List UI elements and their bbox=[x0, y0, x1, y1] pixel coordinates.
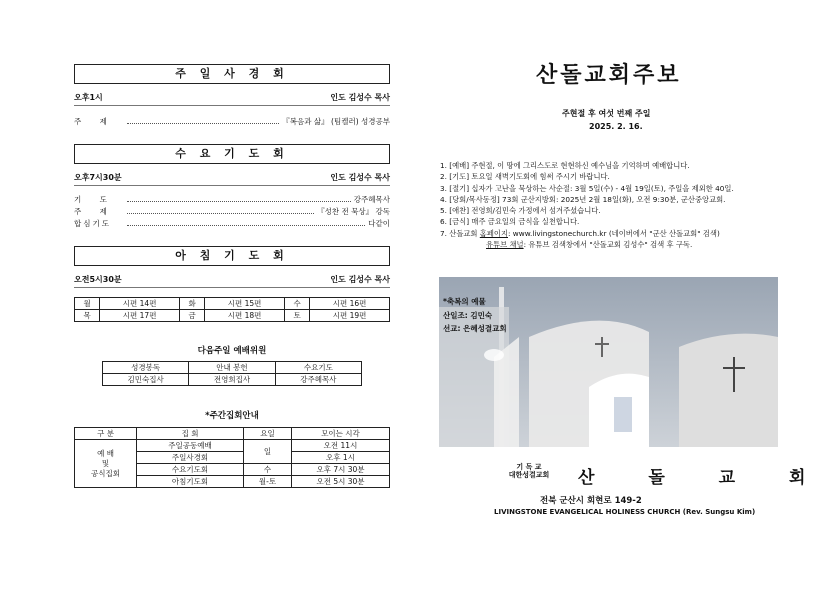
item-value: 강주혜목사 bbox=[353, 195, 390, 204]
wednesday-service-leader: 인도 김성수 목사 bbox=[330, 173, 390, 182]
subject-label: 주 제 bbox=[74, 117, 115, 126]
bulletin-week: 주현절 후 여섯 번째 주일 bbox=[562, 109, 651, 118]
next-week-title: 다음주일 예배위원 bbox=[197, 346, 267, 356]
header-cell: 집 회 bbox=[137, 428, 244, 440]
passage-cell: 시편 16편 bbox=[310, 298, 390, 310]
passage-cell: 시편 15편 bbox=[205, 298, 285, 310]
wednesday-item-row bbox=[74, 218, 390, 229]
sunday-service-title: 주 일 사 경 회 bbox=[74, 64, 390, 84]
sunday-service-header bbox=[74, 92, 390, 103]
divider bbox=[74, 105, 390, 106]
value-cell: 김민숙집사 bbox=[103, 374, 189, 386]
logo-line1: 기 독 교 bbox=[516, 463, 542, 471]
notice-item: 6. [금식] 매주 금요일의 금식을 실천합니다. bbox=[440, 217, 580, 227]
logo-line2: 대한성결교회 bbox=[508, 471, 550, 479]
header-cell: 안내 봉헌 bbox=[189, 362, 275, 374]
divider bbox=[74, 287, 390, 288]
meeting-time: 오전 5시 30분 bbox=[292, 476, 390, 488]
wednesday-service-time: 오후7시30분 bbox=[74, 173, 122, 182]
value-cell: 전영희집사 bbox=[189, 374, 275, 386]
church-name: 산 돌 교 회 bbox=[578, 468, 830, 488]
notice-item bbox=[440, 228, 785, 239]
dotted-leader bbox=[127, 220, 365, 226]
header-cell: 요일 bbox=[244, 428, 292, 440]
passage-cell: 시편 17편 bbox=[100, 310, 180, 322]
meeting-day: 월-토 bbox=[244, 476, 292, 488]
left-panel bbox=[74, 64, 390, 488]
passage-cell: 시편 14편 bbox=[100, 298, 180, 310]
day-cell: 금 bbox=[179, 310, 204, 322]
next-week-table bbox=[102, 361, 362, 386]
notice-item bbox=[440, 239, 785, 250]
notice7-prefix: 7. 산돌교회 bbox=[440, 228, 480, 238]
church-address: 전북 군산시 회현로 149-2 bbox=[540, 496, 642, 506]
wednesday-item-row bbox=[74, 194, 390, 205]
day-cell: 월 bbox=[75, 298, 100, 310]
church-building-image bbox=[439, 277, 778, 447]
header-cell: 성경봉독 bbox=[103, 362, 189, 374]
wednesday-item-row bbox=[74, 206, 390, 217]
table-row bbox=[103, 362, 362, 374]
sunday-subject-row bbox=[74, 116, 390, 127]
header-cell: 수요기도 bbox=[275, 362, 361, 374]
item-value: 『성찬 전 묵상』 강독 bbox=[317, 207, 390, 216]
header-cell: 구 분 bbox=[75, 428, 137, 440]
morning-prayer-header bbox=[74, 274, 390, 285]
meeting-time: 오후 1시 bbox=[292, 452, 390, 464]
meeting-name: 수요기도회 bbox=[137, 464, 244, 476]
subject-value: 『복음과 삶』 (팀켈러) 성경공부 bbox=[282, 117, 390, 126]
notice-item: 1. [예배] 주현절, 이 땅에 그리스도로 현현하신 예수님을 기억하며 예배합니다. bbox=[440, 161, 690, 170]
notice-item: 5. [애찬] 전영희/김민숙 가정에서 섬겨주셨습니다. bbox=[440, 206, 601, 216]
meeting-day: 일 bbox=[244, 440, 292, 464]
value-cell: 강주혜목사 bbox=[275, 374, 361, 386]
wednesday-service-header bbox=[74, 172, 390, 183]
passage-cell: 시편 19편 bbox=[310, 310, 390, 322]
meeting-time: 오전 11시 bbox=[292, 440, 390, 452]
table-row bbox=[75, 298, 390, 310]
meeting-day: 수 bbox=[244, 464, 292, 476]
day-cell: 화 bbox=[179, 298, 204, 310]
table-row bbox=[103, 374, 362, 386]
item-value: 다같이 bbox=[368, 219, 390, 228]
meeting-name: 주일공동예배 bbox=[137, 440, 244, 452]
table-row bbox=[75, 310, 390, 322]
meeting-time: 오후 7시 30분 bbox=[292, 464, 390, 476]
photo-caption-mission: 선교: 은혜성결교회 bbox=[443, 324, 507, 333]
table-row bbox=[75, 428, 390, 440]
denomination-logo bbox=[498, 463, 560, 479]
dotted-leader bbox=[127, 118, 279, 124]
photo-caption-birthday: 산일조: 김민숙 bbox=[443, 311, 493, 320]
table-row bbox=[75, 440, 390, 452]
day-cell: 토 bbox=[284, 310, 309, 322]
bulletin-date: 2025. 2. 16. bbox=[589, 122, 643, 131]
notices-list bbox=[440, 160, 785, 250]
youtube-text: : 유튜브 검색창에서 "산돌교회 김성수" 검색 후 구독. bbox=[523, 240, 693, 250]
sunday-service-time: 오후1시 bbox=[74, 93, 103, 102]
photo-caption-gift: *축복의 예물 bbox=[443, 297, 486, 306]
dotted-leader bbox=[127, 208, 314, 214]
notice-item: 4. [당회/목사동정] 73회 군산지방회: 2025년 2월 18일(화), 오전 9:30분, 군산중앙교회. bbox=[440, 194, 726, 204]
notice-item: 3. [절기] 십자가 고난을 묵상하는 사순절: 3월 5일(수) - 4월 19일(토), 주일을 제외한 40일. bbox=[440, 183, 734, 193]
morning-prayer-leader: 인도 김성수 목사 bbox=[330, 275, 390, 284]
weekly-meetings-title: *주간집회안내 bbox=[205, 411, 259, 421]
passage-cell: 시편 18편 bbox=[205, 310, 285, 322]
item-label: 주 제 bbox=[74, 207, 115, 216]
meeting-name: 주일사경회 bbox=[137, 452, 244, 464]
wednesday-service-title: 수 요 기 도 회 bbox=[74, 144, 390, 164]
morning-prayer-title: 아 침 기 도 회 bbox=[74, 246, 390, 266]
group-cell: 예 배 및 공식집회 bbox=[75, 440, 137, 488]
homepage-link[interactable]: 홈페이지 bbox=[479, 228, 508, 238]
weekly-meetings-table bbox=[74, 427, 390, 488]
meeting-name: 아침기도회 bbox=[137, 476, 244, 488]
dotted-leader bbox=[127, 196, 351, 202]
homepage-text: : www.livingstonechurch.kr (네이버에서 "군산 산돌교회" 검색) bbox=[508, 228, 720, 238]
divider bbox=[74, 185, 390, 186]
day-cell: 목 bbox=[75, 310, 100, 322]
morning-prayer-time: 오전5시30분 bbox=[74, 275, 122, 284]
sunday-service-leader: 인도 김성수 목사 bbox=[330, 93, 390, 102]
church-english-name: LIVINGSTONE EVANGELICAL HOLINESS CHURCH (Rev. Sungsu Kim) bbox=[494, 508, 756, 516]
day-cell: 수 bbox=[284, 298, 309, 310]
item-label: 기 도 bbox=[74, 195, 115, 204]
church-photo bbox=[439, 277, 778, 447]
youtube-link[interactable]: 유튜브 채널 bbox=[486, 240, 524, 250]
header-cell: 모이는 시각 bbox=[292, 428, 390, 440]
morning-prayer-schedule bbox=[74, 297, 390, 322]
notice-item: 2. [기도] 토요일 새벽기도회에 힘써 주시기 바랍니다. bbox=[440, 172, 610, 182]
item-label: 합심기도 bbox=[74, 219, 111, 228]
bulletin-title: 산돌교회주보 bbox=[536, 63, 682, 88]
